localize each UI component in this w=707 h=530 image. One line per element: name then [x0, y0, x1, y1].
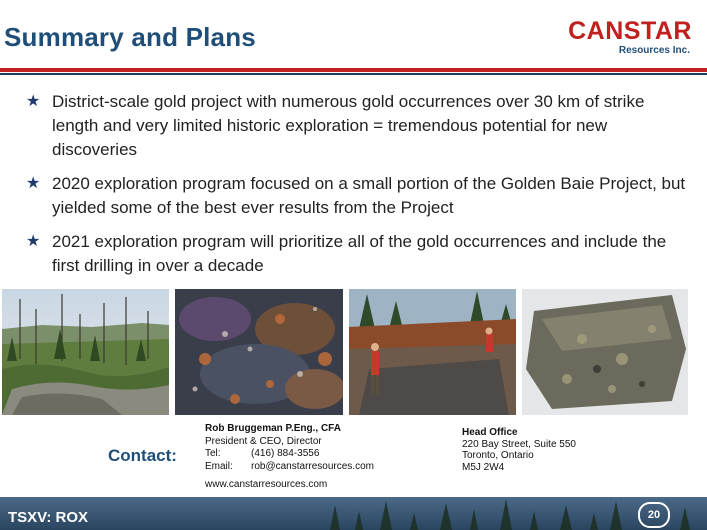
contact-label: Contact:	[108, 446, 177, 465]
office-address-line: M5J 2W4	[462, 461, 505, 473]
logo-subtitle: Resources Inc.	[618, 45, 690, 56]
bullet-list	[26, 90, 686, 288]
bullet-item	[26, 230, 686, 278]
photo-trench-workers	[349, 289, 516, 415]
contact-name: Rob Bruggeman P.Eng., CFA	[205, 423, 341, 434]
email-link[interactable]: rob@canstarresources.com	[251, 460, 374, 472]
bullet-item	[26, 172, 686, 220]
phone-label: Tel:	[205, 448, 221, 460]
footer-banner	[0, 497, 707, 530]
contact-details	[205, 423, 374, 473]
star-bullet-icon: ★	[26, 233, 41, 250]
bullet-text: 2020 exploration program focused on a small portion of the Golden Baie Project, but yielded some of the best ever results from the Project	[52, 174, 686, 217]
office-heading: Head Office	[462, 427, 518, 438]
page-number-badge: 20	[638, 502, 670, 528]
ticker-symbol: TSXV: ROX	[8, 509, 89, 526]
email-label: Email:	[205, 460, 233, 472]
bullet-text: 2021 exploration program will prioritize all of the gold occurrences and include the first drilling in over a decade	[52, 232, 667, 275]
contact-role: President & CEO, Director	[205, 435, 322, 447]
office-address-line: Toronto, Ontario	[462, 450, 534, 461]
title-rule-red	[0, 68, 707, 72]
photo-landscape	[2, 289, 169, 415]
website-link[interactable]: www.canstarresources.com	[205, 479, 328, 490]
title-rule-navy	[0, 73, 707, 75]
office-address-line: 220 Bay Street, Suite 550	[462, 438, 576, 450]
canstar-logo	[555, 16, 700, 66]
photo-rock-closeup	[175, 289, 343, 415]
photo-rock-sample	[522, 289, 688, 415]
slide-title: Summary and Plans	[4, 22, 256, 52]
contact-email-row	[205, 461, 374, 474]
logo-wordmark: CANSTAR	[568, 17, 692, 45]
contact-phone-row	[205, 448, 374, 461]
head-office	[462, 427, 576, 473]
star-bullet-icon: ★	[26, 175, 41, 192]
bullet-item	[26, 90, 686, 162]
bullet-text: District-scale gold project with numerous gold occurrences over 30 km of strike length and very limited historic exploration = tremendous potential for new discoveries	[52, 92, 645, 159]
phone-number[interactable]: (416) 884-3556	[251, 448, 320, 460]
star-bullet-icon: ★	[26, 93, 41, 110]
